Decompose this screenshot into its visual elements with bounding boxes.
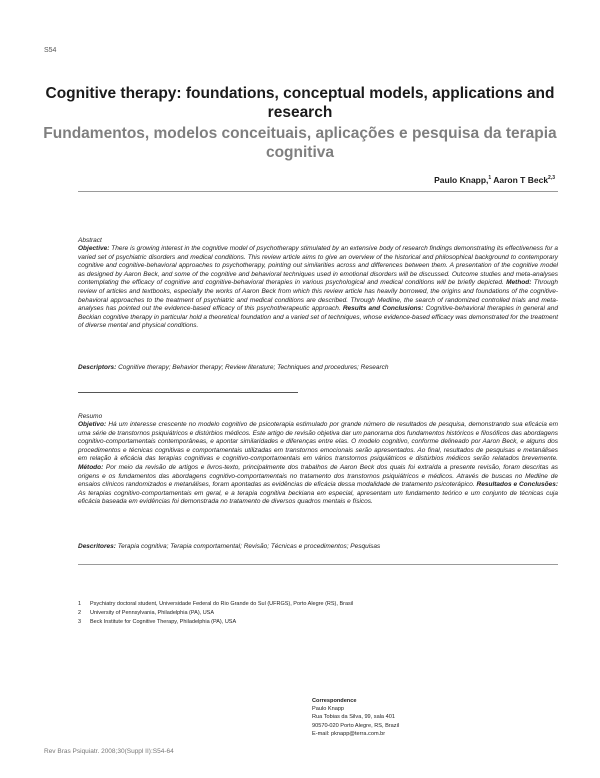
page-number: S54: [44, 47, 57, 54]
correspondence-address-1: Rua Tobias da Silva, 99, sala 401: [312, 714, 395, 721]
footnote-number: 1: [78, 601, 82, 607]
abstract-body: [78, 245, 558, 331]
resumo-results: As terapias cognitivo-comportamentais em geral, e a terapia cognitiva beckiana em especial, apresentam um fundamento teórico e um conjunto de técnicas cuja eficácia baseada em evidências foi demonstrada no tratamento de diversos quadros mentais e físicos.: [78, 489, 558, 506]
resumo-body: [78, 421, 558, 507]
footnote-item: [78, 600, 353, 609]
author-1-affiliation: 1: [488, 175, 492, 182]
correspondence-heading: Correspondence: [312, 698, 357, 704]
abstract-method-label: Method:: [506, 279, 532, 287]
abstract-heading: Abstract: [78, 237, 102, 244]
abstract-descriptors-label: Descriptors:: [78, 364, 117, 371]
abstract-method: Through review of articles and textbooks, especially the works of Aaron Beck from which this review article has heavily borrowed, the origins and foundations of the cognitive-behavioral approaches to the treatment of psychiatric and medical conditions are described. Through Medline, the search of randomized controlled trials and meta-analyses has pointed out the evidence-based efficacy of this psychotherapeutic approach.: [78, 279, 558, 313]
footnote-text: Psychiatry doctoral student, Universidade Federal do Rio Grande do Sul (UFRGS), Porto Alegre (RS), Brasil: [90, 601, 354, 607]
footnote-number: 3: [78, 619, 82, 625]
resumo-descriptors-label: Descritores:: [78, 543, 116, 550]
resumo-objective-label: Objetivo:: [78, 421, 107, 428]
footnote-item: [78, 609, 353, 618]
author-1: Paulo Knapp,: [434, 175, 489, 185]
footnote-divider: [78, 564, 558, 565]
resumo-method: Por meio da revisão de artigos e livros-texto, principalmente dos trabalhos de Aaron Beck dos quais foi extraída a presente revisão, foram descritas as origens e os fundamentos das abordagens cognitivo-comportamentais no tratamento dos transtornos psiquiátricos e médicos. Através de buscas no Medline de ensaios clínicos randomizados e metanálises, foram apontadas as evidências de eficácia dessa modalidade de tratamento psicoterápico.: [78, 463, 558, 489]
abstract-results-label: Results and Conclusions:: [342, 305, 424, 313]
abstract-objective: There is growing interest in the cognitive model of psychotherapy stimulated by an extensive body of research findings demonstrating its effectiveness for a varied set of psychiatric disorders and medical conditions. This review article aims to give an overview of the historical and philosophical background to contemporary cognitive and cognitive-behavioral approaches to psychotherapy, pointing out similarities across and differences between them. A presentation of the cognitive model as designed by Aaron Beck, and some of the cognitive and behavioral techniques used in emotional disorders will be discussed. Outcome studies and meta-analyses contemplating the efficacy of cognitive and cognitive-behavioral therapies in various psychological and medical conditions will be briefly depicted.: [78, 245, 558, 287]
abstract-descriptors: [78, 364, 558, 373]
footnote-item: [78, 618, 353, 627]
correspondence-name: Paulo Knapp: [312, 706, 345, 713]
resumo-results-label: Resultados e Conclusões:: [476, 481, 558, 489]
footnote-number: 2: [78, 610, 82, 616]
correspondence-email[interactable]: E-mail: pknapp@terra.com.br: [312, 730, 386, 737]
title-english: Cognitive therapy: foundations, conceptual models, applications and research: [45, 85, 555, 121]
resumo-method-label: Método:: [78, 463, 104, 471]
resumo-heading: Resumo: [78, 413, 103, 420]
footnotes: [78, 600, 353, 627]
author-2: Aaron T Beck: [493, 175, 549, 185]
correspondence: [312, 697, 399, 738]
correspondence-address-2: 90570-020 Porto Alegre, RS, Brazil: [312, 722, 400, 729]
footnote-text: Beck Institute for Cognitive Therapy, Philadelphia (PA), USA: [90, 619, 237, 625]
abstract-results: Cognitive-behavioral therapies in general and Beckian cognitive therapy in particular hold a theoretical foundation and a varied set of techniques, whose evidence-based efficacy was demonstrated for the treatment of diverse mental and physical conditions.: [78, 305, 558, 330]
resumo-descriptors: [78, 543, 558, 552]
abstract-objective-label: Objective:: [78, 245, 110, 252]
section-divider: [78, 392, 298, 393]
title-portuguese: Fundamentos, modelos conceituais, aplicações e pesquisa da terapia cognitiva: [43, 125, 557, 161]
abstract-descriptors-text: Cognitive therapy; Behavior therapy; Review literature; Techniques and procedures; Research: [118, 364, 389, 371]
resumo-objective: Há um interesse crescente no modelo cognitivo de psicoterapia estimulado por grande número de resultados de pesquisa, demonstrando sua eficácia em uma série de transtornos psiquiátricos e distúrbios médicos. Este artigo de revisão objetiva dar um panorama dos fundamentos históricos e filosóficos das abordagens cognitivo-comportamentais contemporâneas, e apontar similaridades e diferenças entre elas. O modelo cognitivo, conforme delineado por Aaron Beck, e alguns dos procedimentos e técnicas cognitivas e comportamentais utilizadas em transtornos emocionais serão apresentados. Ao final, resultados de pesquisas e metanálises em relação à eficácia das terapias cognitivas e cognitivo-comportamentais em vários transtornos psiquiátricos e distúrbios médicos serão relatados brevemente.: [78, 421, 559, 463]
header-divider: [78, 191, 558, 192]
footnote-text: University of Pennsylvania, Philadelphia (PA), USA: [90, 610, 215, 616]
journal-reference: Rev Bras Psiquiatr. 2008;30(Suppl II):S54-64: [44, 748, 174, 755]
author-2-affiliation: 2,3: [548, 175, 555, 182]
resumo-descriptors-text: Terapia cognitiva; Terapia comportamental; Revisão; Técnicas e procedimentos; Pesquisas: [117, 543, 381, 550]
authors: [434, 175, 555, 185]
